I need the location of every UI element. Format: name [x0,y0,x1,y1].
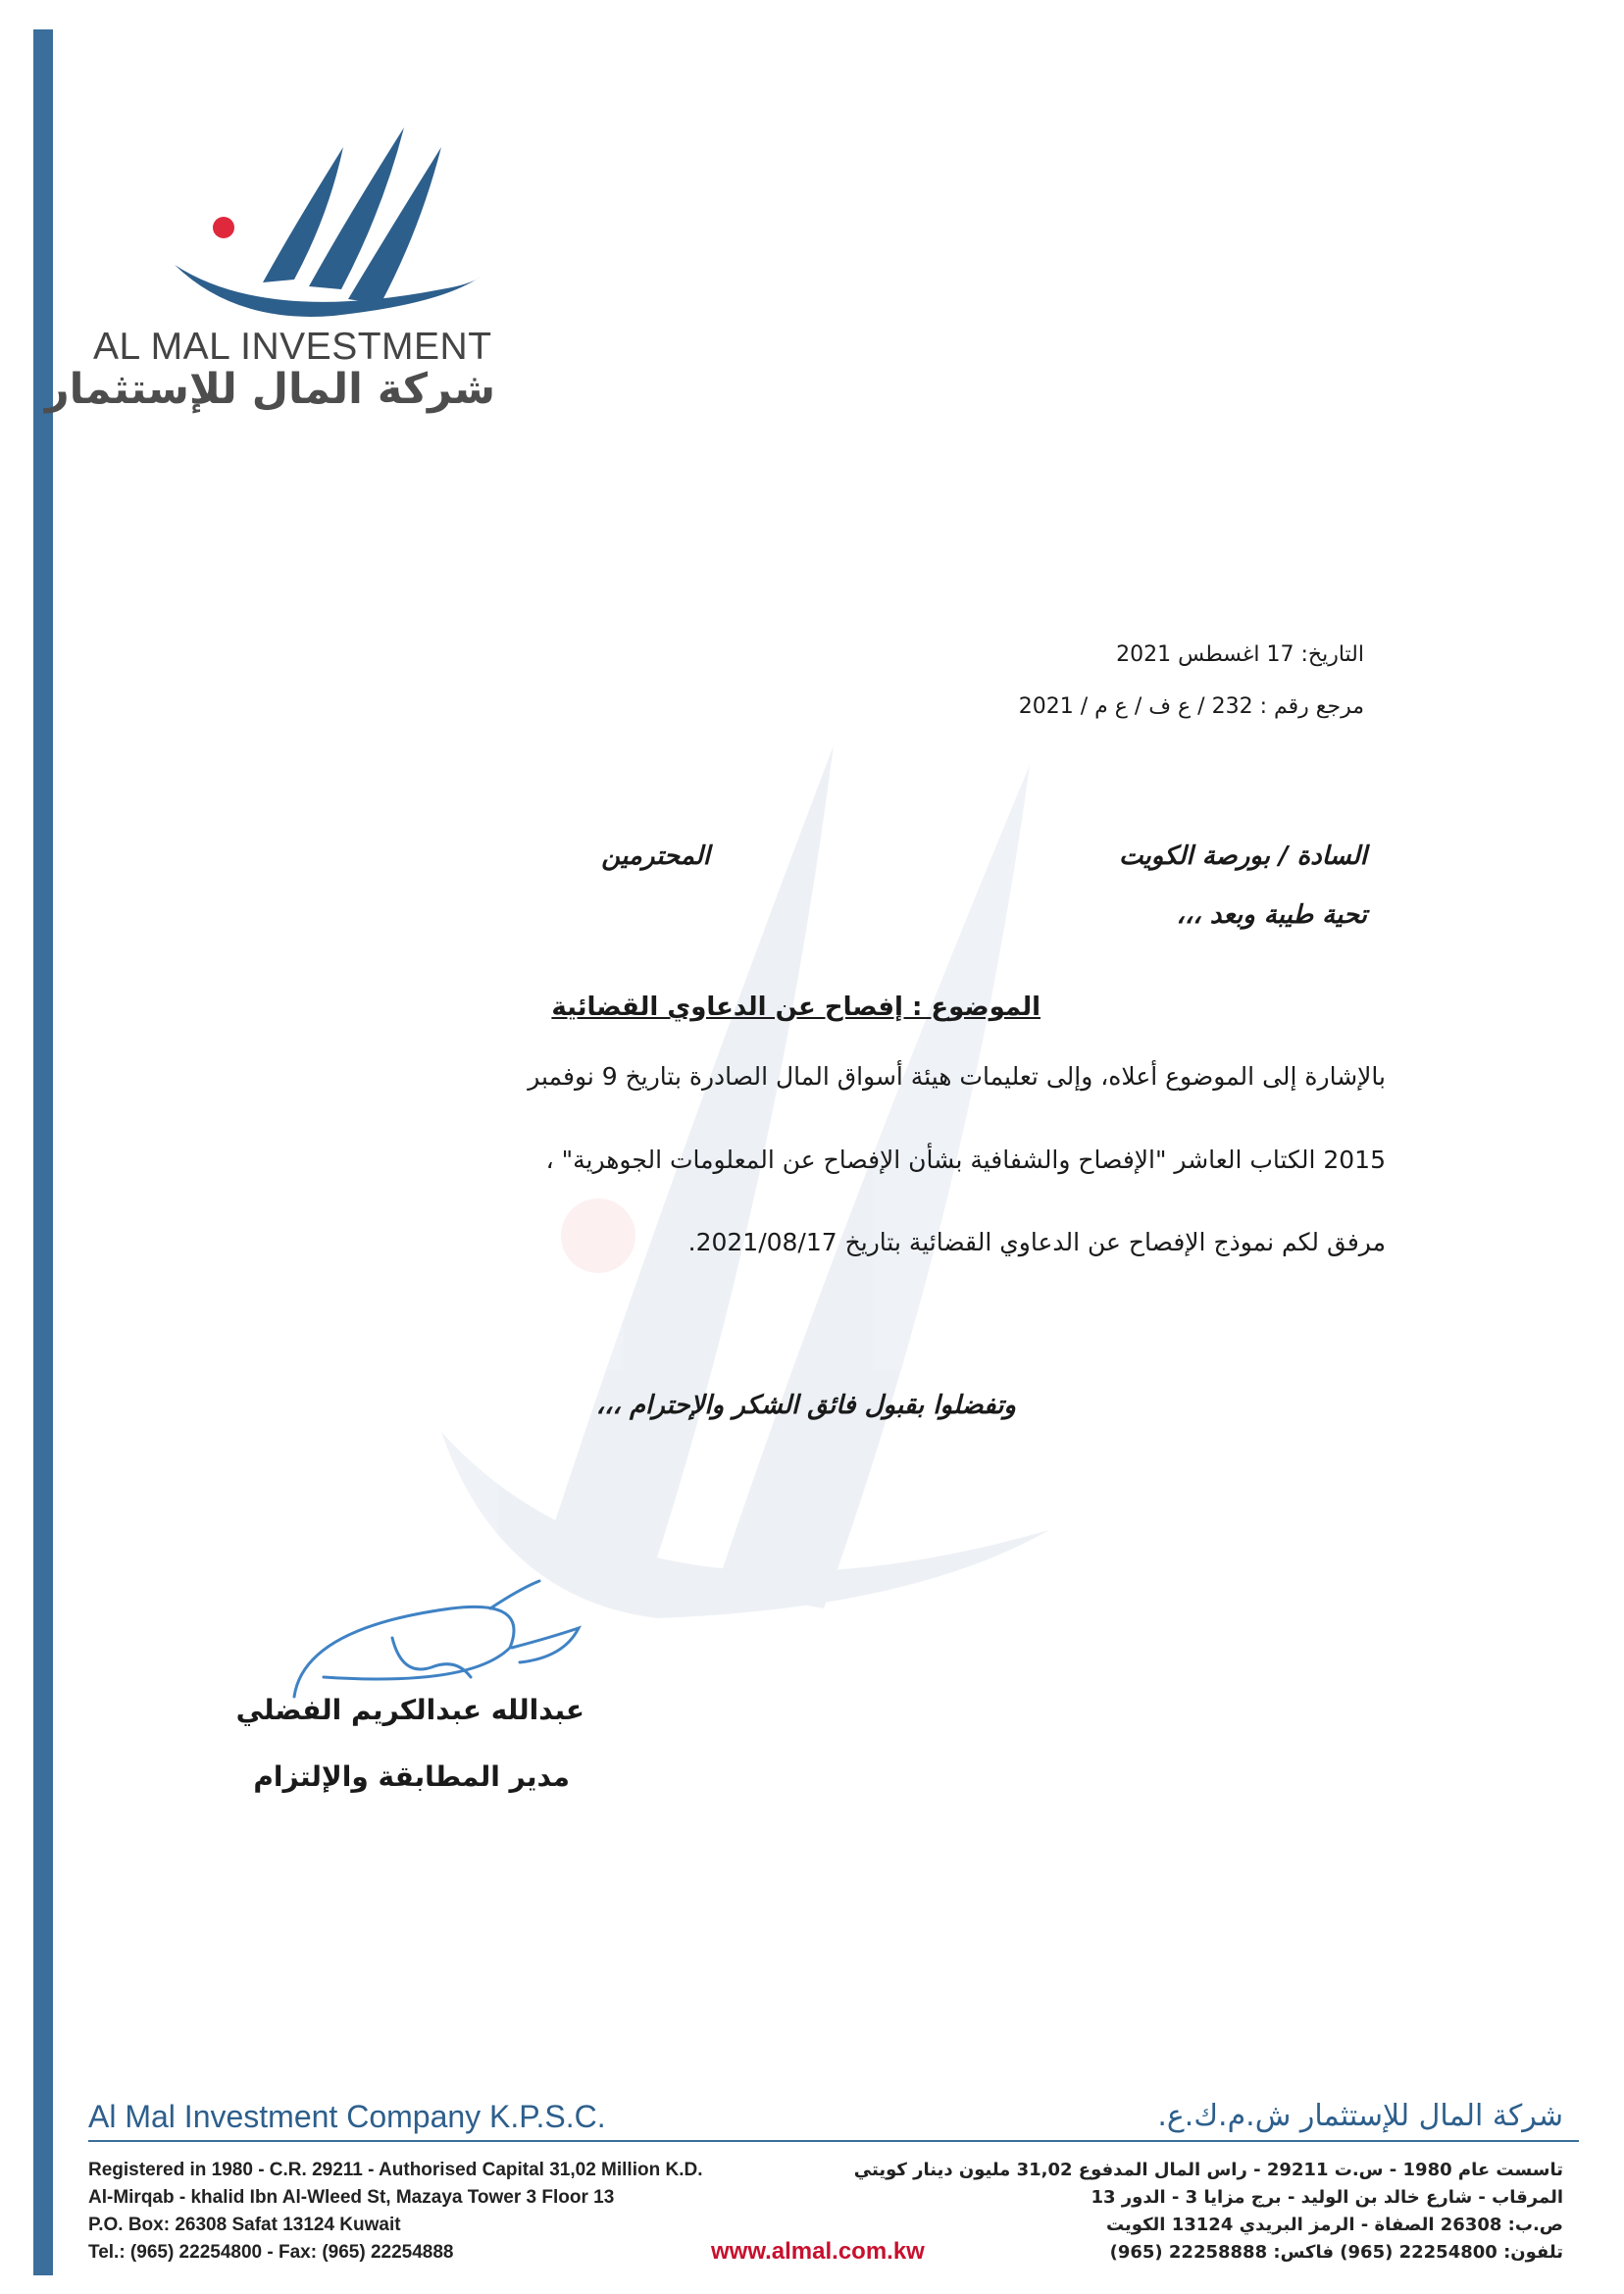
addressee: السادة / بورصة الكويت [1118,841,1367,871]
footer-ar-line-4: تلفون: 22254800 (965) فاكس: 22258888 (965) [1109,2242,1563,2263]
body-line-2: 2015 الكتاب العاشر "الإفصاح والشفافية بشأن الإفصاح عن المعلومات الجوهرية" ، [545,1146,1386,1174]
honorific: المحترمين [601,841,710,871]
logo-text-arabic: شركة المال للإستثمار [44,365,495,414]
footer-ar-line-3: ص.ب: 26308 الصفاة - الرمز البريدي 13124 الكويت [1105,2215,1563,2235]
letter-date: التاريخ: 17 اغسطس 2021 [1116,642,1364,667]
signatory-name: عبدالله عبدالكريم الفضلي [235,1694,584,1726]
closing-line: وتفضلوا بقبول فائق الشكر والإحترام ،،، [595,1391,1016,1420]
footer-ar-line-1: تاسست عام 1980 - س.ت 29211 - راس المال المدفوع 31,02 مليون دينار كويتي [853,2160,1563,2180]
body-line-3: مرفق لكم نموذج الإفصاح عن الدعاوي القضائية بتاريخ 2021/08/17. [687,1228,1386,1256]
footer-company-arabic: شركة المال للإستثمار ش.م.ك.ع. [1157,2099,1563,2133]
footer-en-line-1: Registered in 1980 - C.R. 29211 - Authorised Capital 31,02 Million K.D. [88,2160,703,2180]
greeting: تحية طيبة وبعد ،،، [1176,900,1367,930]
letter-subject: الموضوع : إفصاح عن الدعاوي القضائية [551,993,1040,1022]
footer-ar-line-2: المرقاب - شارع خالد بن الوليد - برج مزايا 3 - الدور 13 [1091,2187,1563,2208]
logo-watermark [422,687,1147,1667]
footer-en-line-3: P.O. Box: 26308 Safat 13124 Kuwait [88,2215,401,2235]
body-line-1: بالإشارة إلى الموضوع أعلاه، وإلى تعليمات هيئة أسواق المال الصادرة بتاريخ 9 نوفمبر [528,1062,1386,1091]
website-link[interactable]: www.almal.com.kw [711,2238,925,2265]
footer-en-line-4: Tel.: (965) 22254800 - Fax: (965) 22254888 [88,2242,454,2263]
signatory-title: مدير المطابقة والإلتزام [253,1760,570,1793]
footer-divider [88,2140,1579,2142]
letter-reference: مرجع رقم : 232 / ع ف / ع م / 2021 [1018,694,1364,719]
logo-red-dot [213,217,234,238]
footer-company-english: Al Mal Investment Company K.P.S.C. [88,2099,606,2134]
logo-text-english: AL MAL INVESTMENT [93,326,492,368]
footer-en-line-2: Al-Mirqab - khalid Ibn Al-Wleed St, Mazaya Tower 3 Floor 13 [88,2187,615,2208]
